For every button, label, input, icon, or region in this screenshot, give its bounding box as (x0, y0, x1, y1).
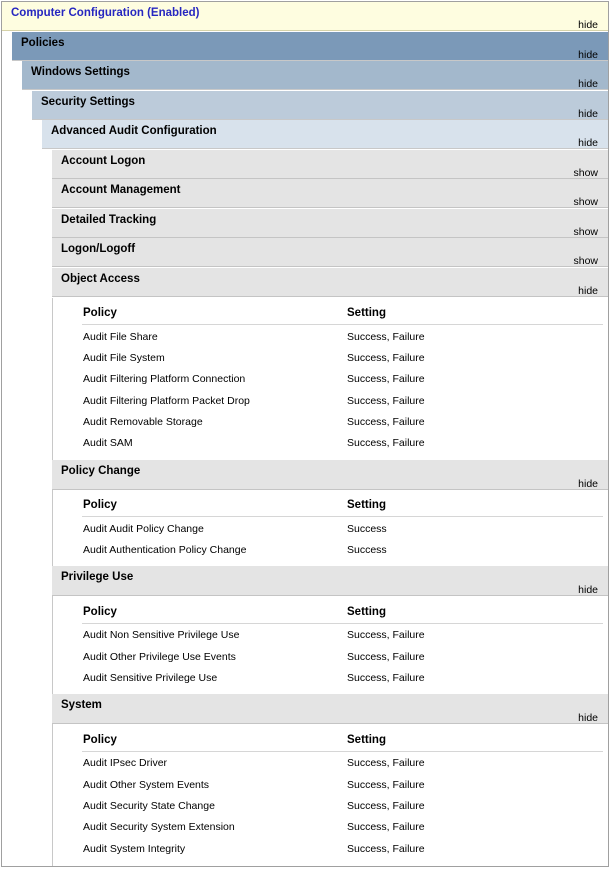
policy-table-object-access (52, 298, 608, 461)
category-object-access (52, 268, 608, 297)
show-toggle[interactable]: show (573, 167, 598, 179)
policy-setting: Success, Failure (347, 331, 425, 343)
category-title: Policy Change (61, 465, 141, 477)
policy-table-system (52, 724, 608, 867)
policy-setting: Success, Failure (347, 779, 425, 791)
policy-setting: Success, Failure (347, 352, 425, 364)
section-policies (12, 32, 608, 61)
show-toggle[interactable]: show (573, 196, 598, 208)
header-divider (82, 324, 603, 325)
hide-toggle[interactable]: hide (578, 108, 598, 120)
policy-name: Audit IPsec Driver (83, 757, 168, 769)
section-title: Computer Configuration (Enabled) (11, 7, 200, 19)
category-account-logon (52, 150, 608, 179)
policy-name: Audit Authentication Policy Change (83, 544, 247, 556)
policy-name: Audit Security State Change (83, 800, 215, 812)
section-title: Windows Settings (31, 66, 130, 78)
show-toggle[interactable]: show (573, 226, 598, 238)
header-divider (82, 623, 603, 624)
column-header-policy: Policy (83, 307, 117, 319)
column-header-setting: Setting (347, 606, 386, 618)
policy-name: Audit Other System Events (83, 779, 210, 791)
policy-name: Audit Filtering Platform Connection (83, 373, 246, 385)
policy-name: Audit File Share (83, 331, 158, 343)
policy-setting: Success, Failure (347, 672, 425, 684)
category-privilege-use (52, 566, 608, 596)
policy-setting: Success, Failure (347, 800, 425, 812)
policy-setting: Success, Failure (347, 416, 425, 428)
show-toggle[interactable]: show (573, 255, 598, 267)
category-policy-change (52, 460, 608, 490)
hide-toggle[interactable]: hide (578, 285, 598, 297)
column-header-policy: Policy (83, 734, 117, 746)
policy-table-policy-change (52, 490, 608, 567)
policy-name: Audit Audit Policy Change (83, 523, 204, 535)
category-title: Logon/Logoff (61, 243, 136, 255)
header-divider (82, 751, 603, 752)
hide-toggle[interactable]: hide (578, 584, 598, 596)
category-title: Privilege Use (61, 571, 134, 583)
policy-setting: Success, Failure (347, 629, 425, 641)
column-header-policy: Policy (83, 499, 117, 511)
hide-toggle[interactable]: hide (578, 49, 598, 61)
hide-toggle[interactable]: hide (578, 712, 598, 724)
policy-setting: Success, Failure (347, 843, 425, 855)
report-container (1, 1, 609, 867)
header-divider (82, 516, 603, 517)
policy-name: Audit Other Privilege Use Events (83, 651, 236, 663)
policy-name: Audit File System (83, 352, 165, 364)
column-header-policy: Policy (83, 606, 117, 618)
policy-name: Audit Security System Extension (83, 821, 235, 833)
policy-name: Audit Sensitive Privilege Use (83, 672, 218, 684)
policy-setting: Success, Failure (347, 757, 425, 769)
policy-setting: Success (347, 544, 387, 556)
category-title: Detailed Tracking (61, 214, 157, 226)
policy-setting: Success, Failure (347, 437, 425, 449)
policy-name: Audit Filtering Platform Packet Drop (83, 395, 250, 407)
policy-setting: Success (347, 523, 387, 535)
policy-name: Audit Removable Storage (83, 416, 203, 428)
policy-setting: Success, Failure (347, 373, 425, 385)
bottom-divider (2, 866, 608, 867)
policy-setting: Success, Failure (347, 821, 425, 833)
column-header-setting: Setting (347, 307, 386, 319)
hide-toggle[interactable]: hide (578, 137, 598, 149)
category-title: Account Logon (61, 155, 146, 167)
category-title: Account Management (61, 184, 181, 196)
section-computer-configuration (2, 2, 608, 31)
section-security-settings (32, 91, 608, 120)
hide-toggle[interactable]: hide (578, 478, 598, 490)
policy-name: Audit Non Sensitive Privilege Use (83, 629, 240, 641)
section-title: Policies (21, 37, 65, 49)
policy-setting: Success, Failure (347, 651, 425, 663)
category-account-management (52, 179, 608, 208)
section-title: Security Settings (41, 96, 135, 108)
category-logon-logoff (52, 238, 608, 267)
policy-name: Audit SAM (83, 437, 133, 449)
column-header-setting: Setting (347, 734, 386, 746)
category-detailed-tracking (52, 209, 608, 238)
policy-table-privilege-use (52, 596, 608, 695)
hide-toggle[interactable]: hide (578, 78, 598, 90)
section-windows-settings (22, 61, 608, 90)
section-title: Advanced Audit Configuration (51, 125, 217, 137)
category-system (52, 694, 608, 724)
policy-setting: Success, Failure (347, 395, 425, 407)
hide-toggle[interactable]: hide (578, 19, 598, 31)
section-advanced-audit-configuration (42, 120, 608, 149)
category-title: System (61, 699, 102, 711)
policy-name: Audit System Integrity (83, 843, 186, 855)
category-title: Object Access (61, 273, 140, 285)
column-header-setting: Setting (347, 499, 386, 511)
